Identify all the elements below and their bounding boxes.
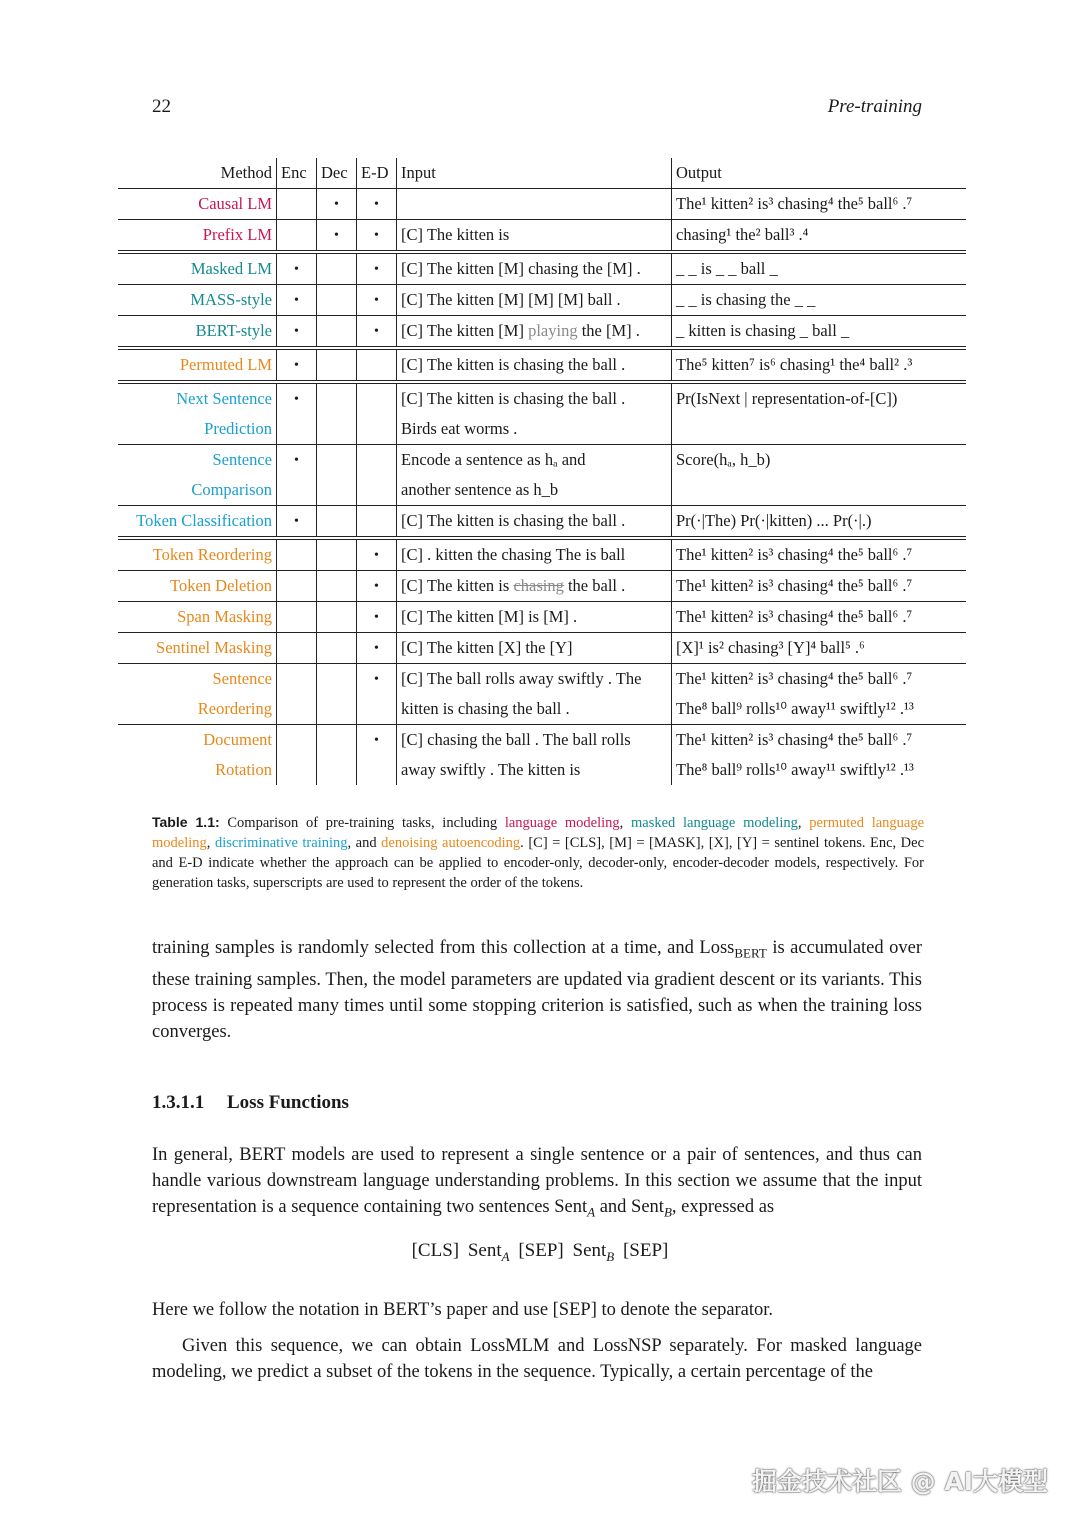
ed-cell [357, 633, 397, 664]
enc-cell [277, 475, 317, 506]
table-header-row [118, 158, 966, 189]
bullet: • [294, 293, 299, 309]
page-number: 22 [152, 96, 171, 117]
caption-mlm: masked language modeling [631, 815, 798, 831]
table-row [118, 571, 966, 602]
input-cell: another sentence as h_b [397, 475, 672, 506]
table-row [118, 633, 966, 664]
ed-cell [357, 316, 397, 349]
input-cell: [C] The kitten is [397, 220, 672, 253]
ed-cell [357, 725, 397, 756]
table-row [118, 189, 966, 220]
dec-cell [317, 445, 357, 476]
ed-cell [357, 414, 397, 445]
input-cell: [C] The kitten is chasing the ball . [397, 571, 672, 602]
formula-sent-b: Sent$_B$ [572, 1240, 615, 1264]
section-heading [152, 1092, 349, 1114]
input-cell: Birds eat worms . [397, 414, 672, 445]
bullet: • [294, 453, 299, 469]
table-row [118, 538, 966, 571]
caption-sep: , [619, 815, 624, 831]
output-cell [672, 475, 967, 506]
caption-sep: , and [347, 835, 377, 851]
col-input: Input [397, 158, 672, 189]
table-row [118, 252, 966, 285]
section-number: 1.3.1.1 [152, 1092, 205, 1113]
method-cell: Comparison [118, 475, 277, 506]
dec-cell [317, 475, 357, 506]
bullet: • [374, 197, 379, 213]
para2-c: , expressed as [671, 1197, 775, 1217]
enc-cell [277, 664, 317, 695]
enc-cell [277, 445, 317, 476]
enc-cell [277, 725, 317, 756]
method-cell: Rotation [118, 755, 277, 785]
ed-cell [357, 348, 397, 382]
method-cell: Sentence [118, 664, 277, 695]
dec-cell [317, 664, 357, 695]
ed-cell [357, 538, 397, 571]
method-cell: Causal LM [118, 189, 277, 220]
enc-cell [277, 285, 317, 316]
ed-cell [357, 285, 397, 316]
output-cell: Score(hₐ, h_b) [676, 449, 771, 469]
dec-cell [317, 414, 357, 445]
paragraph-4: Given this sequence, we can obtain LossMLM and LossNSP separately. For masked language modeling, we predict a subset of the tokens in the sequence. Typically, a certain percentage of the [152, 1336, 922, 1382]
ed-cell [357, 694, 397, 725]
bullet: • [374, 610, 379, 626]
dec-cell [317, 694, 357, 725]
table-row [118, 602, 966, 633]
dec-cell [317, 602, 357, 633]
table-row [118, 506, 966, 539]
ed-cell [357, 602, 397, 633]
input-cell: away swiftly . The kitten is [397, 755, 672, 785]
method-cell: Token Reordering [118, 538, 277, 571]
bullet: • [294, 392, 299, 408]
output-cell: Pr(IsNext | representation-of-[C]) [676, 388, 898, 408]
input-cell: kitten is chasing the ball . [397, 694, 672, 725]
output-cell: The¹ kitten² is³ chasing⁴ the⁵ ball⁶ .⁷ [672, 538, 967, 571]
method-cell: Token Classification [118, 506, 277, 539]
output-cell [672, 414, 967, 445]
table-row [118, 475, 966, 506]
method-cell: Span Masking [118, 602, 277, 633]
caption-text: Comparison of pre-training tasks, including [227, 815, 498, 831]
method-cell: Document [118, 725, 277, 756]
ed-cell [357, 445, 397, 476]
ed-cell [357, 664, 397, 695]
table-row [118, 445, 966, 476]
bullet: • [294, 358, 299, 374]
bullet: • [374, 579, 379, 595]
ed-cell [357, 571, 397, 602]
method-cell: Prediction [118, 414, 277, 445]
bullet: • [294, 324, 299, 340]
method-cell: Prefix LM [118, 220, 277, 253]
paragraph-3: Here we follow the notation in BERT’s paper and use [SEP] to denote the separator. [152, 1300, 774, 1320]
enc-cell [277, 755, 317, 785]
table-row [118, 725, 966, 756]
formula-sent-a: Sent$_A$ [467, 1240, 510, 1264]
ed-cell [357, 755, 397, 785]
dec-cell [317, 189, 357, 220]
bullet: • [294, 514, 299, 530]
formula-sep: [SEP] [518, 1240, 564, 1261]
para1-a: training samples is randomly selected from this collection at a time, and Loss [152, 938, 735, 958]
input-cell: [C] The kitten is chasing the ball . [397, 382, 672, 414]
dec-cell [317, 755, 357, 785]
comparison-table [118, 158, 966, 785]
enc-cell [277, 633, 317, 664]
ed-cell [357, 189, 397, 220]
output-cell: The¹ kitten² is³ chasing⁴ the⁵ ball⁶ .⁷ [672, 602, 967, 633]
method-cell: Permuted LM [118, 348, 277, 382]
paragraph-1 [152, 935, 922, 1045]
output-cell: The¹ kitten² is³ chasing⁴ the⁵ ball⁶ .⁷ [672, 189, 967, 220]
para2-subB: B [663, 1204, 672, 1220]
input-cell: [C] The kitten [X] the [Y] [397, 633, 672, 664]
input-cell: [C] The kitten [M] [M] [M] ball . [397, 285, 672, 316]
faint-token: playing [528, 320, 578, 340]
table-row [118, 694, 966, 725]
enc-cell [277, 694, 317, 725]
dec-cell [317, 538, 357, 571]
enc-cell [277, 348, 317, 382]
caption-label: Table 1.1: [152, 814, 220, 830]
dec-cell [317, 285, 357, 316]
method-cell: Sentence [118, 445, 277, 476]
table-row [118, 414, 966, 445]
watermark: 掘金技术社区 @ AI大模型 [751, 1467, 1048, 1496]
dec-cell [317, 316, 357, 349]
para2-a: In general, BERT models are used to represent a single sentence or a pair of sentences, and thus can handle various downstream language understanding problems. In this section we assume that the input representation is a sequence containing two sentences Sent [152, 1145, 922, 1217]
enc-cell [277, 316, 317, 349]
output-cell: [X]¹ is² chasing³ [Y]⁴ ball⁵ .⁶ [672, 633, 967, 664]
enc-cell [277, 382, 317, 414]
col-dec: Dec [317, 158, 357, 189]
caption-text: . [C] = [CLS], [M] = [MASK], [X], [Y] = sentinel tokens. Enc, Dec and E-D indicate whether the approach can be applied to encoder-only, decoder-only, encoder-decoder models, respectively. For generation tasks, superscripts are used to represent the order of the tokens. [152, 835, 925, 891]
dec-cell [317, 725, 357, 756]
dec-cell [317, 220, 357, 253]
deleted-token: chasing [513, 575, 564, 595]
col-ed: E-D [357, 158, 397, 189]
col-enc: Enc [277, 158, 317, 189]
dec-cell [317, 382, 357, 414]
bullet: • [334, 197, 339, 213]
enc-cell [277, 602, 317, 633]
bullet: • [374, 672, 379, 688]
output-cell: The¹ kitten² is³ chasing⁴ the⁵ ball⁶ .⁷ [676, 729, 913, 749]
section-title: Loss Functions [227, 1092, 349, 1113]
output-cell: The¹ kitten² is³ chasing⁴ the⁵ ball⁶ .⁷ [676, 668, 913, 688]
table-row [118, 755, 966, 785]
table-row [118, 382, 966, 414]
output-cell: Pr(·|The) Pr(·|kitten) ... Pr(·|.) [672, 506, 967, 539]
bullet: • [294, 262, 299, 278]
ed-cell [357, 475, 397, 506]
input-cell: [C] The kitten [M] is [M] . [397, 602, 672, 633]
method-cell: MASS-style [118, 285, 277, 316]
output-cell: The¹ kitten² is³ chasing⁴ the⁵ ball⁶ .⁷ [672, 571, 967, 602]
enc-cell [277, 220, 317, 253]
dec-cell [317, 506, 357, 539]
para2-subA: A [587, 1204, 596, 1220]
input-cell: [C] The kitten [M] playing the [M] . [397, 316, 672, 349]
output-cell: The⁵ kitten⁷ is⁶ chasing¹ the⁴ ball² .³ [672, 348, 967, 382]
dec-cell [317, 633, 357, 664]
enc-cell [277, 506, 317, 539]
bullet: • [374, 324, 379, 340]
table-row [118, 664, 966, 695]
para2-b: and Sent [595, 1197, 664, 1217]
bullet: • [334, 228, 339, 244]
ed-cell [357, 220, 397, 253]
bullet: • [374, 262, 379, 278]
input-cell: [C] The kitten is chasing the ball . [397, 506, 672, 539]
dec-cell [317, 571, 357, 602]
output-cell: The⁸ ball⁹ rolls¹⁰ away¹¹ swiftly¹² .¹³ [672, 694, 967, 725]
para1-sub: BERT [734, 945, 767, 961]
para1-b: is accumulated over these training samples. Then, the model parameters are updated via gradient descent or its variants. This process is repeated many times until some stopping criterion is satisfied, such as when the training loss converges. [152, 938, 923, 1042]
bullet: • [374, 733, 379, 749]
method-cell: BERT-style [118, 316, 277, 349]
table-body [118, 189, 966, 786]
caption-dae: denoising autoencoding [381, 835, 521, 851]
method-cell: Reordering [118, 694, 277, 725]
col-method: Method [118, 158, 277, 189]
caption-lm: language modeling [504, 815, 620, 831]
output-cell: _ _ is chasing the _ _ [672, 285, 967, 316]
input-cell: Encode a sentence as hₐ and [397, 445, 672, 476]
formula-cls: [CLS] [411, 1240, 460, 1261]
ed-cell [357, 382, 397, 414]
ed-cell [357, 252, 397, 285]
enc-cell [277, 538, 317, 571]
formula-sep: [SEP] [622, 1240, 669, 1261]
enc-cell [277, 414, 317, 445]
caption-plm: permuted language modeling [152, 815, 925, 851]
bullet: • [374, 548, 379, 564]
paragraph-2 [152, 1142, 922, 1226]
dec-cell [317, 252, 357, 285]
input-cell: [C] The kitten [M] chasing the [M] . [397, 252, 672, 285]
sequence-formula [0, 1240, 1080, 1265]
input-cell: [C] . kitten the chasing The is ball [397, 538, 672, 571]
output-cell: _ _ is _ _ ball _ [672, 252, 967, 285]
output-cell: The⁸ ball⁹ rolls¹⁰ away¹¹ swiftly¹² .¹³ [676, 759, 914, 779]
running-title: Pre-training [827, 96, 922, 117]
method-cell: Masked LM [118, 252, 277, 285]
caption-disc: discriminative training [214, 835, 348, 851]
col-output: Output [672, 158, 967, 189]
caption-sep: , [206, 835, 211, 851]
input-cell: [C] The ball rolls away swiftly . The [397, 664, 672, 695]
table-caption [152, 812, 924, 893]
input-cell [397, 189, 672, 220]
method-cell: Sentinel Masking [118, 633, 277, 664]
output-cell: chasing¹ the² ball³ .⁴ [672, 220, 967, 253]
bullet: • [374, 228, 379, 244]
enc-cell [277, 189, 317, 220]
table-row [118, 316, 966, 349]
method-cell: Next Sentence [118, 382, 277, 414]
enc-cell [277, 571, 317, 602]
bullet: • [374, 293, 379, 309]
table-row [118, 285, 966, 316]
dec-cell [317, 348, 357, 382]
table-row [118, 220, 966, 253]
output-cell: _ kitten is chasing _ ball _ [672, 316, 967, 349]
method-cell: Token Deletion [118, 571, 277, 602]
table-row [118, 348, 966, 382]
enc-cell [277, 252, 317, 285]
ed-cell [357, 506, 397, 539]
input-cell: [C] chasing the ball . The ball rolls [397, 725, 672, 756]
bullet: • [374, 641, 379, 657]
input-cell: [C] The kitten is chasing the ball . [397, 348, 672, 382]
caption-sep: , [797, 815, 802, 831]
